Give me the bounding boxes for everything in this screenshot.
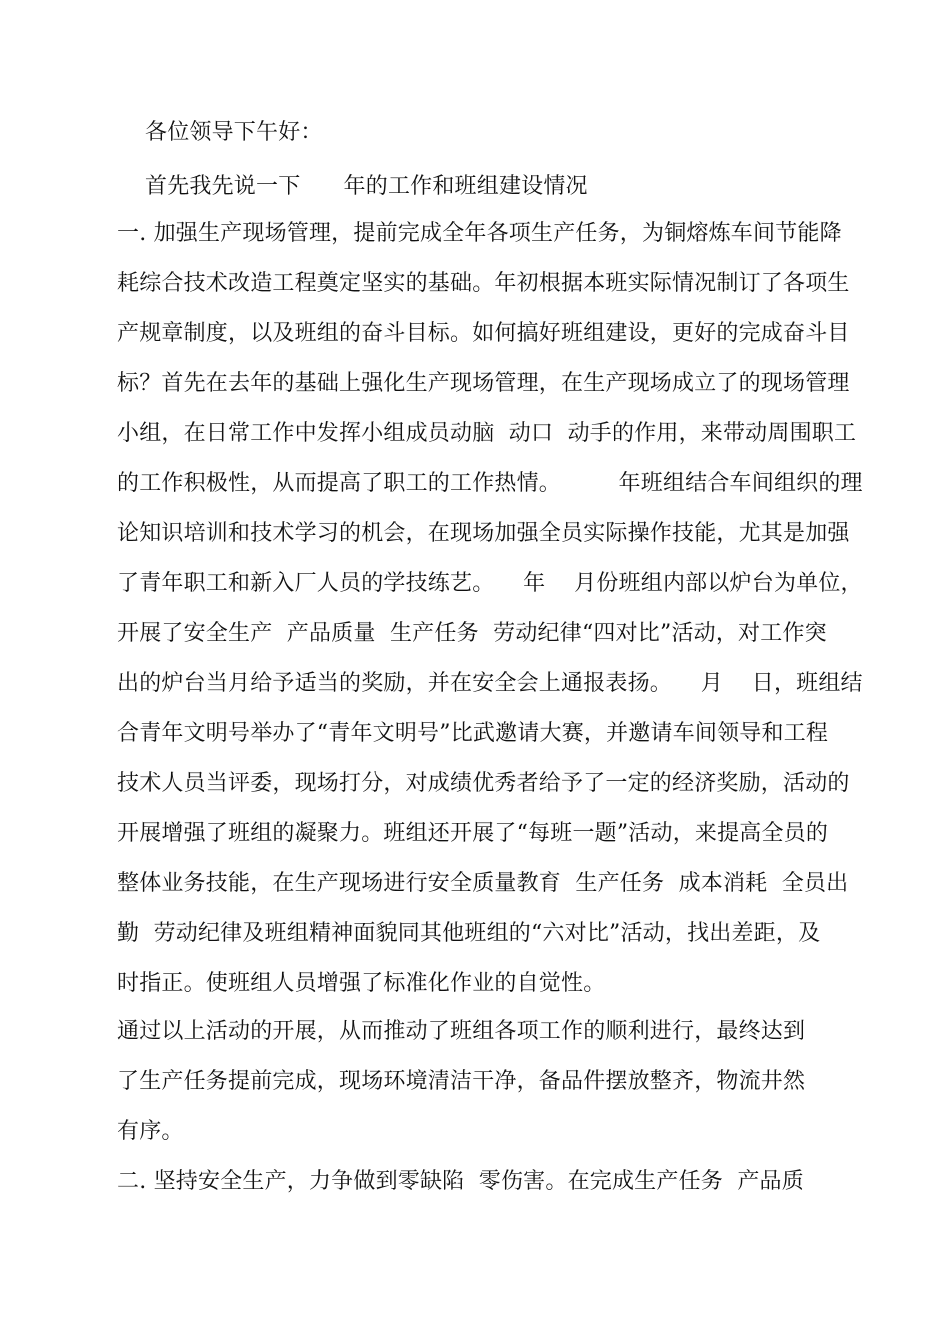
section-1-line: 产规章制度，以及班组的奋斗目标。如何搞好班组建设，更好的完成奋斗目 xyxy=(117,321,850,346)
section-2-line: 二. 坚持安全生产，力争做到零缺陷 零伤害。在完成生产任务 产品质 xyxy=(117,1169,804,1194)
section-1-line: 耗综合技术改造工程奠定坚实的基础。年初根据本班实际情况制订了各项生 xyxy=(117,271,850,296)
section-1-line: 论知识培训和技术学习的机会，在现场加强全员实际操作技能，尤其是加强 xyxy=(117,521,850,546)
section-1-line: 开展增强了班组的凝聚力。班组还开展了“每班一题”活动，来提高全员的 xyxy=(117,821,829,846)
section-1-line: 整体业务技能，在生产现场进行安全质量教育 生产任务 成本消耗 全员出 xyxy=(117,871,849,896)
section-1-line: 合青年文明号举办了“青年文明号”比武邀请大赛，并邀请车间领导和工程 xyxy=(117,721,829,746)
section-1-line: 了青年职工和新入厂人员的学技练艺。 年 月份班组内部以炉台为单位， xyxy=(117,571,863,596)
section-1-line: 开展了安全生产 产品质量 生产任务 劳动纪律“四对比”活动，对工作突 xyxy=(117,621,827,646)
section-1-line: 小组，在日常工作中发挥小组成员动脑 动口 动手的作用，来带动周围职工 xyxy=(117,421,857,446)
section-1-line: 技术人员当评委，现场打分，对成绩优秀者给予了一定的经济奖励，活动的 xyxy=(117,771,850,796)
section-1-line: 一. 加强生产现场管理，提前完成全年各项生产任务，为铜熔炼车间节能降 xyxy=(117,221,842,246)
intro-line: 首先我先说一下 年的工作和班组建设情况 xyxy=(145,174,588,199)
section-1-line: 勤 劳动纪律及班组精神面貌同其他班组的“六对比”活动，找出差距，及 xyxy=(117,921,821,946)
section-1-line: 的工作积极性，从而提高了职工的工作热情。 年班组结合车间组织的理 xyxy=(117,471,863,496)
summary-line: 通过以上活动的开展，从而推动了班组各项工作的顺利进行，最终达到 xyxy=(117,1019,806,1044)
section-1-line: 出的炉台当月给予适当的奖励，并在安全会上通报表扬。 月 日，班组结 xyxy=(117,671,863,696)
section-1-line: 标？首先在去年的基础上强化生产现场管理，在生产现场成立了的现场管理 xyxy=(117,371,850,396)
greeting: 各位领导下午好： xyxy=(145,120,323,145)
summary-line: 有序。 xyxy=(117,1119,184,1144)
section-1-line: 时指正。使班组人员增强了标准化作业的自觉性。 xyxy=(117,971,606,996)
summary-line: 了生产任务提前完成，现场环境清洁干净，备品件摆放整齐，物流井然 xyxy=(117,1069,806,1094)
